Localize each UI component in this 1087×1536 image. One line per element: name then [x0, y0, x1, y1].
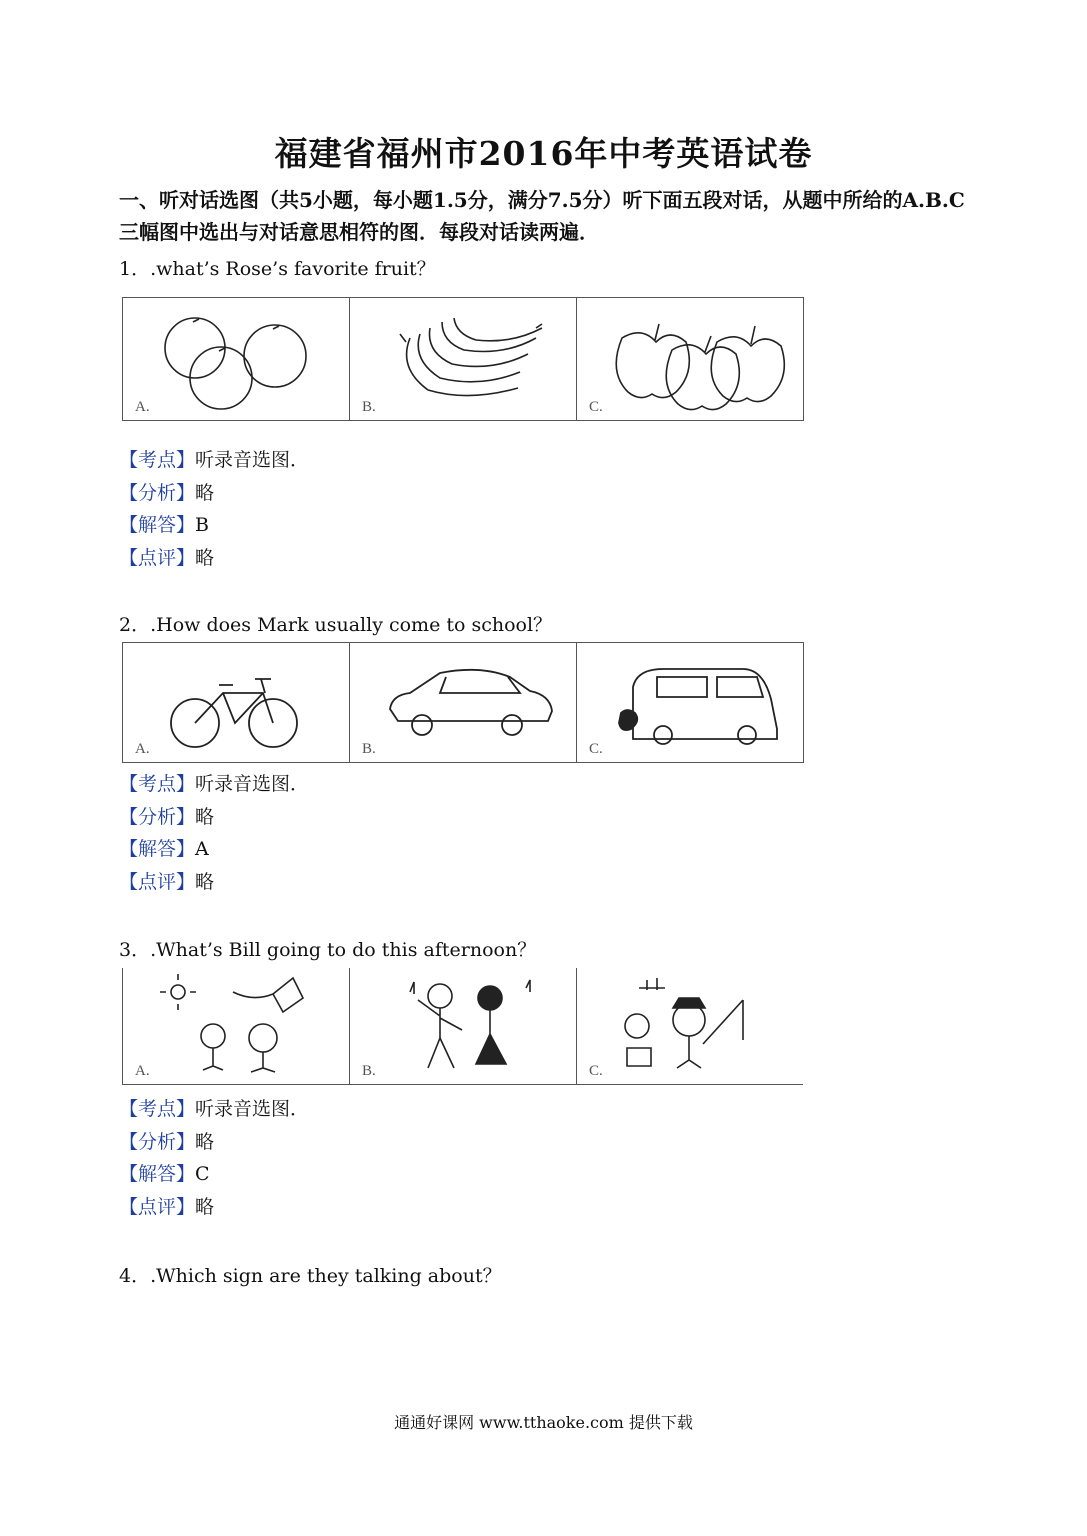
option-b-image [350, 643, 577, 762]
jieda-text: A [195, 838, 209, 860]
option-a-image [123, 968, 350, 1084]
option-c-image [577, 968, 803, 1084]
jieda-text: C [195, 1163, 210, 1185]
kaodian-text: 听录音选图． [195, 773, 310, 795]
page-title: 福建省福州市2016年中考英语试卷 [274, 134, 813, 173]
option-b-label: B. [362, 399, 376, 415]
dianping-label: 【点评】 [119, 546, 196, 569]
fenxi-text: 略 [195, 805, 215, 828]
option-a-image [123, 643, 350, 762]
oranges-image [123, 298, 349, 420]
footer: 通通好课网 www.tthaoke.com 提供下载 [394, 1413, 693, 1432]
flying-kites-image [123, 968, 349, 1084]
fenxi-label: 【分析】 [119, 481, 196, 504]
dianping-text: 略 [195, 870, 215, 893]
option-b-label: B. [362, 741, 376, 757]
dianping-label: 【点评】 [119, 1195, 196, 1218]
option-c-label: C. [589, 399, 603, 415]
question-3: 3．.What’s Bill going to do this afternoon？ [119, 939, 537, 961]
kaodian-label: 【考点】 [119, 449, 196, 471]
question-4: 4．.Which sign are they talking about？ [119, 1265, 502, 1287]
kaodian-text: 听录音选图． [195, 1098, 310, 1120]
jieda-label: 【解答】 [119, 514, 196, 536]
option-c-image [577, 643, 803, 762]
bananas-image [350, 298, 576, 420]
dianping-text: 略 [195, 1195, 215, 1218]
fenxi-label: 【分析】 [119, 1130, 196, 1153]
section-instructions: 一、听对话选图（共5小题，每小题1.5分，满分7.5分）听下面五段对话，从题中所给的A.B.C三幅图中选出与对话意思相符的图．每段对话读两遍． [119, 188, 965, 244]
question-3-analysis [119, 1093, 309, 1223]
option-c-label: C. [589, 741, 603, 757]
option-c-image [577, 298, 803, 420]
question-2-images [122, 642, 804, 763]
option-b-image [350, 968, 577, 1084]
question-1-images [122, 297, 804, 421]
apples-image [577, 298, 803, 420]
option-b-label: B. [362, 1063, 376, 1079]
dancing-image [350, 968, 576, 1084]
fishing-image [577, 968, 803, 1084]
dianping-label: 【点评】 [119, 870, 196, 893]
option-a-label: A. [135, 1063, 150, 1079]
bicycle-image [123, 643, 349, 762]
kaodian-text: 听录音选图． [195, 449, 310, 471]
option-a-image [123, 298, 350, 420]
question-3-images [122, 968, 803, 1085]
fenxi-label: 【分析】 [119, 805, 196, 828]
jieda-label: 【解答】 [119, 838, 196, 860]
question-1: 1．.what’s Rose’s favorite fruit？ [119, 258, 436, 280]
kaodian-label: 【考点】 [119, 1098, 196, 1120]
dianping-text: 略 [195, 546, 215, 569]
kaodian-label: 【考点】 [119, 773, 196, 795]
option-a-label: A. [135, 741, 150, 757]
option-b-image [350, 298, 577, 420]
question-2-analysis [119, 768, 309, 898]
car-image [350, 643, 576, 762]
option-c-label: C. [589, 1063, 603, 1079]
bus-image [577, 643, 803, 762]
jieda-text: B [195, 514, 209, 536]
option-a-label: A. [135, 399, 150, 415]
jieda-label: 【解答】 [119, 1163, 196, 1185]
fenxi-text: 略 [195, 1130, 215, 1153]
fenxi-text: 略 [195, 481, 215, 504]
question-1-analysis [119, 444, 309, 574]
question-2: 2．.How does Mark usually come to school？ [119, 614, 553, 636]
